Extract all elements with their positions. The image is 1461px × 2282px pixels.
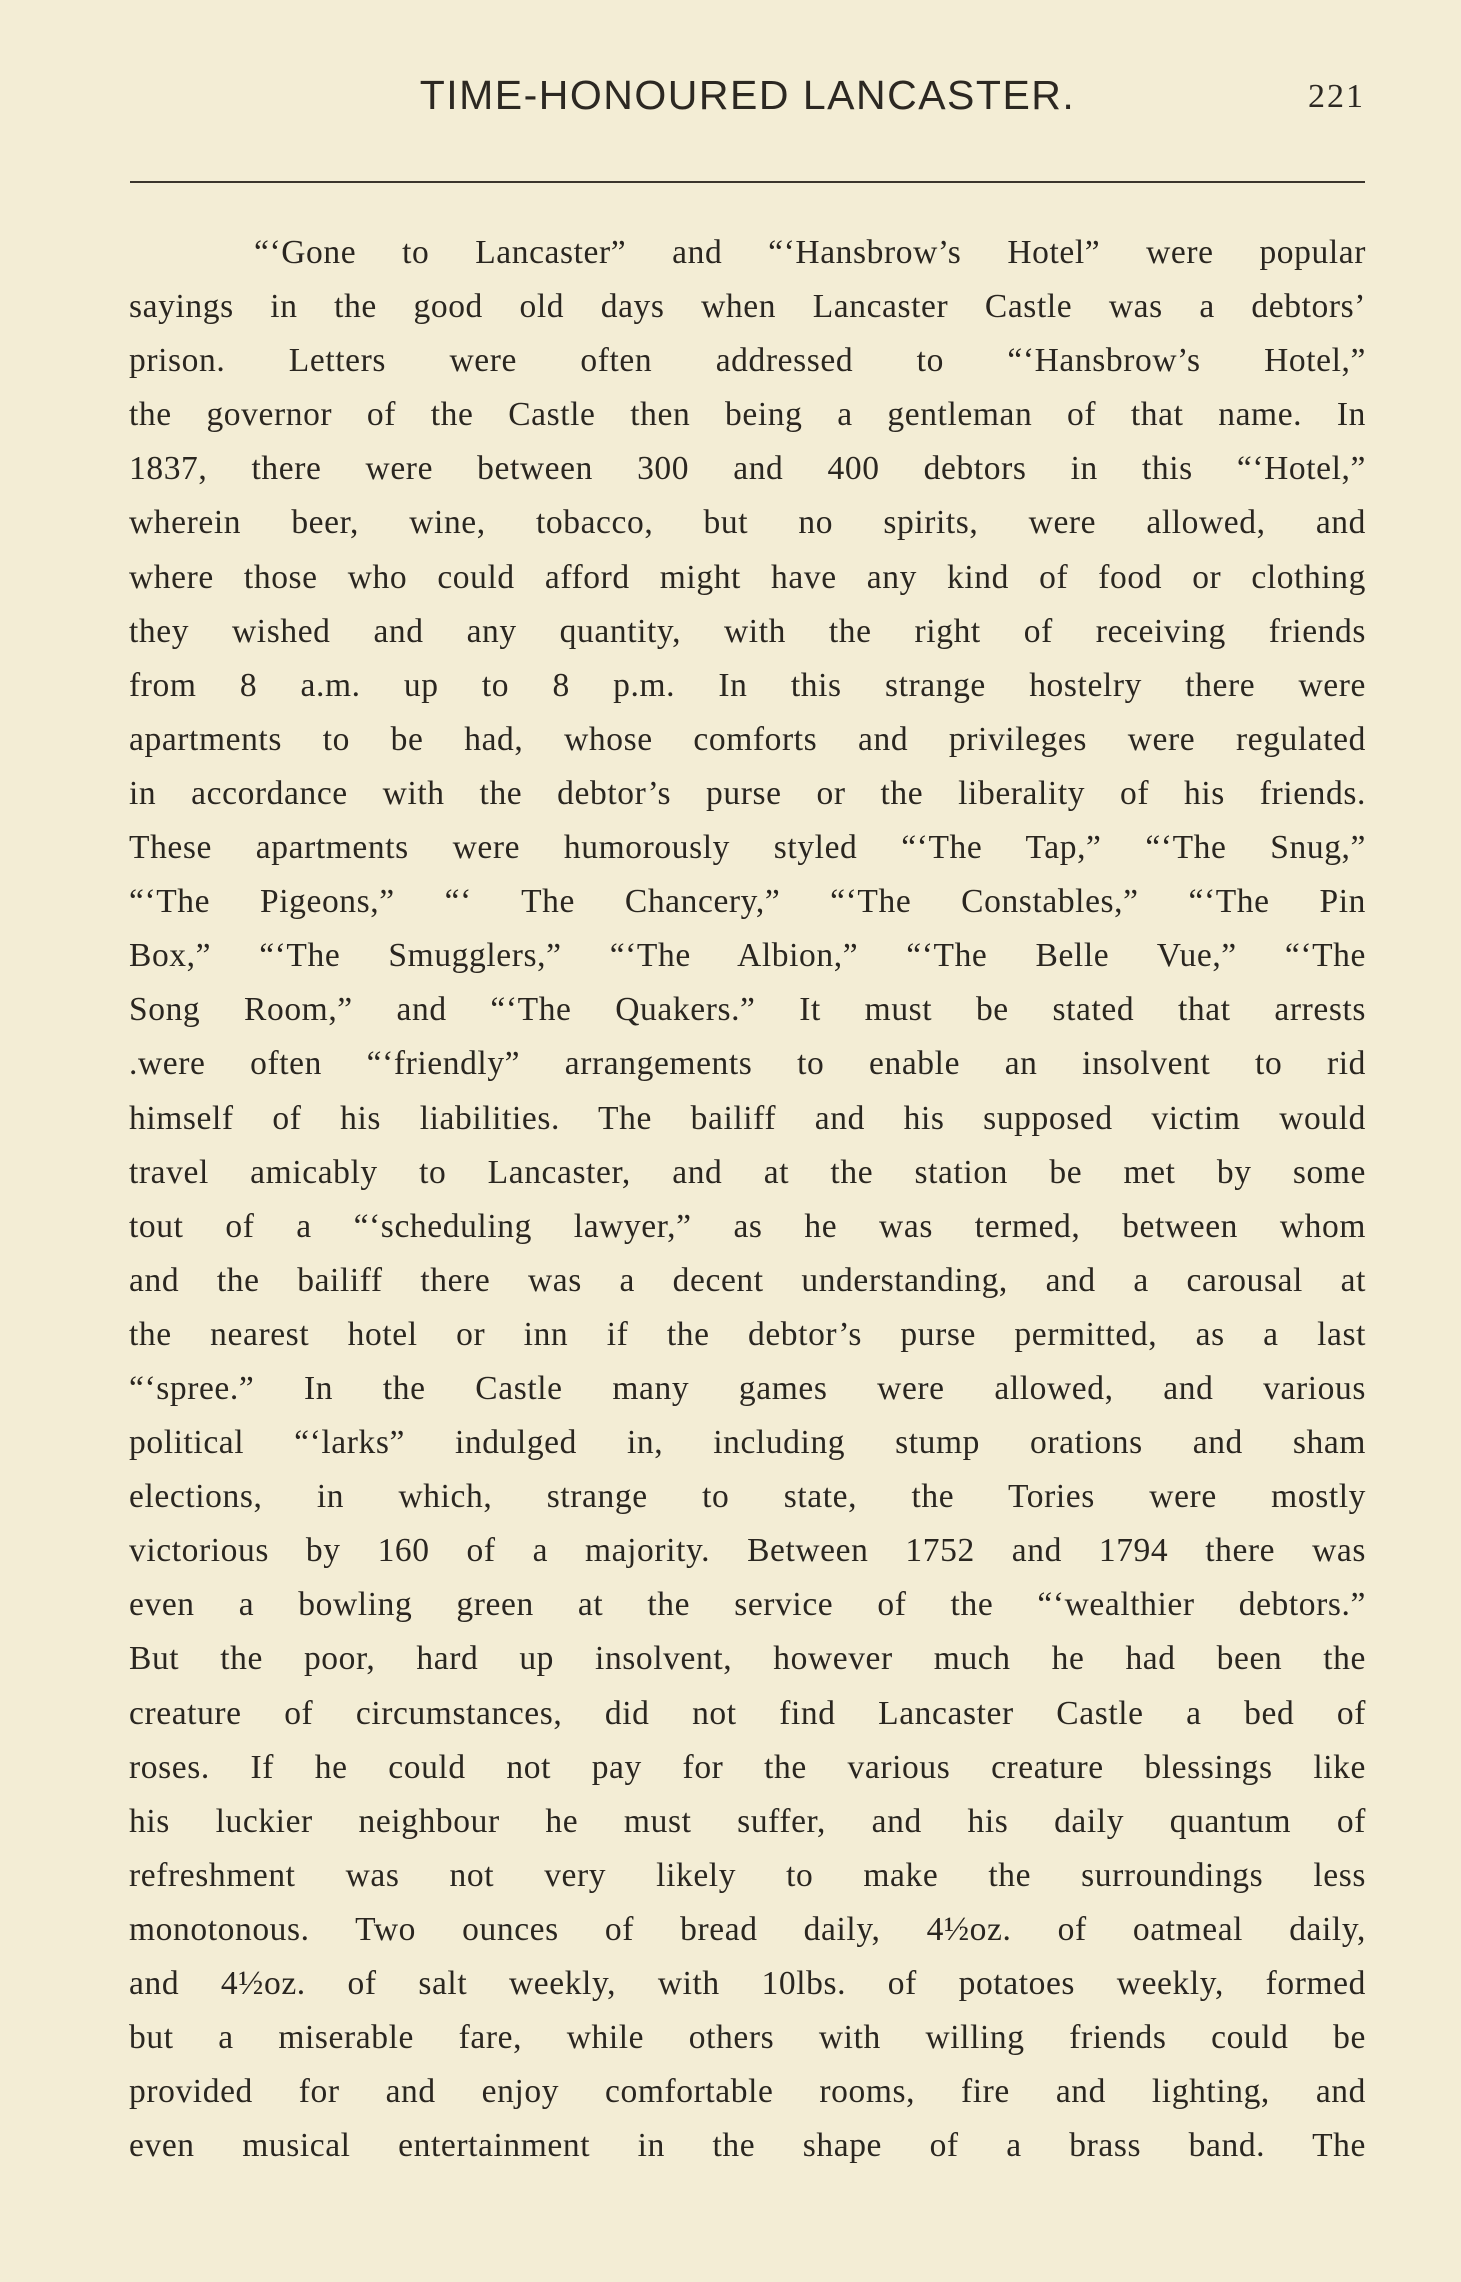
text-line: even musical entertainment in the shape of a brass band. The — [129, 2127, 1366, 2165]
text-line: provided for and enjoy comfortable rooms, fire and lighting, and — [129, 2073, 1366, 2111]
text-line: 1837, there were between 300 and 400 debtors in this “‘Hotel,” — [129, 450, 1366, 488]
text-line: prison. Letters were often addressed to “‘Hansbrow’s Hotel,” — [129, 342, 1366, 380]
text-line: wherein beer, wine, tobacco, but no spirits, were allowed, and — [129, 504, 1366, 542]
header-rule — [130, 181, 1365, 183]
text-line: and the bailiff there was a decent understanding, and a carousal at — [129, 1261, 1366, 1299]
text-line: refreshment was not very likely to make the surroundings less — [129, 1856, 1366, 1894]
text-line: tout of a “‘scheduling lawyer,” as he was termed, between whom — [129, 1207, 1366, 1245]
text-line: apartments to be had, whose comforts and privileges were regulated — [129, 720, 1366, 758]
text-line: his luckier neighbour he must suffer, and his daily quantum of — [129, 1802, 1366, 1840]
body-text — [129, 226, 1366, 2173]
text-line: .were often “‘friendly” arrangements to enable an insolvent to rid — [129, 1045, 1366, 1083]
text-line: from 8 a.m. up to 8 p.m. In this strange hostelry there were — [129, 666, 1366, 704]
text-line: elections, in which, strange to state, the Tories were mostly — [129, 1478, 1366, 1516]
text-line: in accordance with the debtor’s purse or the liberality of his friends. — [129, 774, 1366, 812]
text-line: roses. If he could not pay for the various creature blessings like — [129, 1748, 1366, 1786]
text-line: But the poor, hard up insolvent, however much he had been the — [129, 1640, 1366, 1678]
text-line: the nearest hotel or inn if the debtor’s purse permitted, as a last — [129, 1315, 1366, 1353]
text-line: Box,” “‘The Smugglers,” “‘The Albion,” “‘The Belle Vue,” “‘The — [129, 937, 1366, 975]
text-line: “‘The Pigeons,” “‘ The Chancery,” “‘The Constables,” “‘The Pin — [129, 883, 1366, 921]
text-line: where those who could afford might have any kind of food or clothing — [129, 558, 1366, 596]
text-line: monotonous. Two ounces of bread daily, 4½oz. of oatmeal daily, — [129, 1910, 1366, 1948]
text-line: These apartments were humorously styled “‘The Tap,” “‘The Snug,” — [129, 829, 1366, 867]
running-head — [130, 72, 1365, 132]
page-number: 221 — [1308, 78, 1365, 115]
text-line: the governor of the Castle then being a gentleman of that name. In — [129, 396, 1366, 434]
text-line: but a miserable fare, while others with willing friends could be — [129, 2019, 1366, 2057]
text-line: “‘spree.” In the Castle many games were allowed, and various — [129, 1369, 1366, 1407]
text-line: Song Room,” and “‘The Quakers.” It must be stated that arrests — [129, 991, 1366, 1029]
text-line: travel amicably to Lancaster, and at the station be met by some — [129, 1153, 1366, 1191]
text-line: creature of circumstances, did not find Lancaster Castle a bed of — [129, 1694, 1366, 1732]
text-line: victorious by 160 of a majority. Between 1752 and 1794 there was — [129, 1532, 1366, 1570]
text-line: and 4½oz. of salt weekly, with 10lbs. of potatoes weekly, formed — [129, 1965, 1366, 2002]
text-line: himself of his liabilities. The bailiff and his supposed victim would — [129, 1099, 1366, 1137]
text-line: sayings in the good old days when Lancaster Castle was a debtors’ — [129, 288, 1366, 326]
text-line: political “‘larks” indulged in, including stump orations and sham — [129, 1424, 1366, 1462]
text-line: even a bowling green at the service of the “‘wealthier debtors.” — [129, 1586, 1366, 1624]
text-line: “‘Gone to Lancaster” and “‘Hansbrow’s Hotel” were popular — [254, 234, 1366, 271]
running-title: TIME-HONOURED LANCASTER. — [419, 72, 1076, 118]
text-line: they wished and any quantity, with the right of receiving friends — [129, 612, 1366, 650]
